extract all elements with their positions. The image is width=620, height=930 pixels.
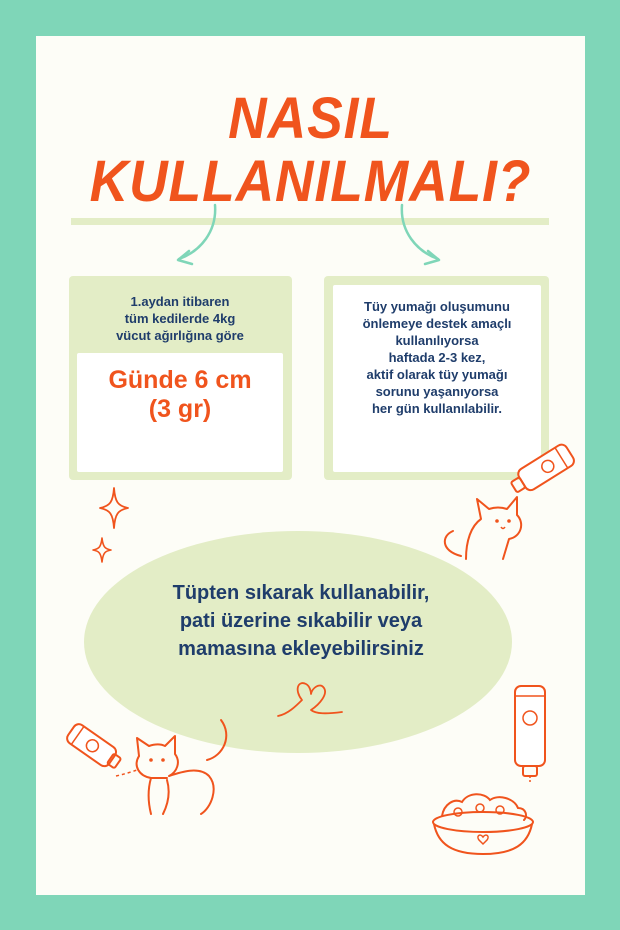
page-title-line2: KULLANILMALI? bbox=[89, 149, 532, 214]
page-title-line1: NASIL bbox=[228, 86, 393, 151]
cat-icon bbox=[111, 716, 231, 826]
frequency-line: önlemeye destek amaçlı bbox=[362, 316, 512, 331]
frequency-line: aktif olarak tüy yumağı bbox=[366, 367, 508, 382]
arrow-down-left-icon bbox=[171, 201, 221, 271]
title-underline bbox=[71, 218, 549, 225]
tube-icon bbox=[501, 676, 561, 786]
usage-line: pati üzerine sıkabilir veya bbox=[179, 610, 423, 632]
dose-desc-line: tüm kedilerde 4kg bbox=[124, 311, 236, 326]
dose-desc-line: vücut ağırlığına göre bbox=[116, 328, 244, 343]
frequency-line: Tüy yumağı oluşumunu bbox=[364, 299, 510, 314]
dose-desc-line: 1.aydan itibaren bbox=[130, 294, 230, 309]
usage-line: mamasına ekleyebilirsiniz bbox=[178, 638, 424, 660]
heart-icon bbox=[276, 676, 346, 726]
arrow-down-right-icon bbox=[396, 201, 446, 271]
sparkle-icon bbox=[91, 536, 113, 564]
dose-amount-line: Günde 6 cm bbox=[108, 366, 252, 394]
dose-amount-line: (3 gr) bbox=[148, 395, 212, 423]
food-bowl-icon bbox=[428, 784, 538, 864]
usage-instructions bbox=[96, 579, 506, 663]
frequency-description bbox=[333, 298, 541, 417]
dose-amount bbox=[77, 366, 283, 424]
info-card bbox=[36, 36, 585, 895]
frequency-line: sorunu yaşanıyorsa bbox=[375, 384, 499, 399]
tube-icon bbox=[506, 436, 586, 506]
frequency-line: haftada 2-3 kez, bbox=[388, 350, 486, 365]
dose-description bbox=[77, 293, 283, 344]
frequency-line: her gün kullanılabilir. bbox=[371, 401, 503, 416]
usage-line: Tüpten sıkarak kullanabilir, bbox=[172, 582, 430, 604]
sparkle-icon bbox=[98, 486, 130, 530]
frequency-line: kullanılıyorsa bbox=[395, 333, 479, 348]
